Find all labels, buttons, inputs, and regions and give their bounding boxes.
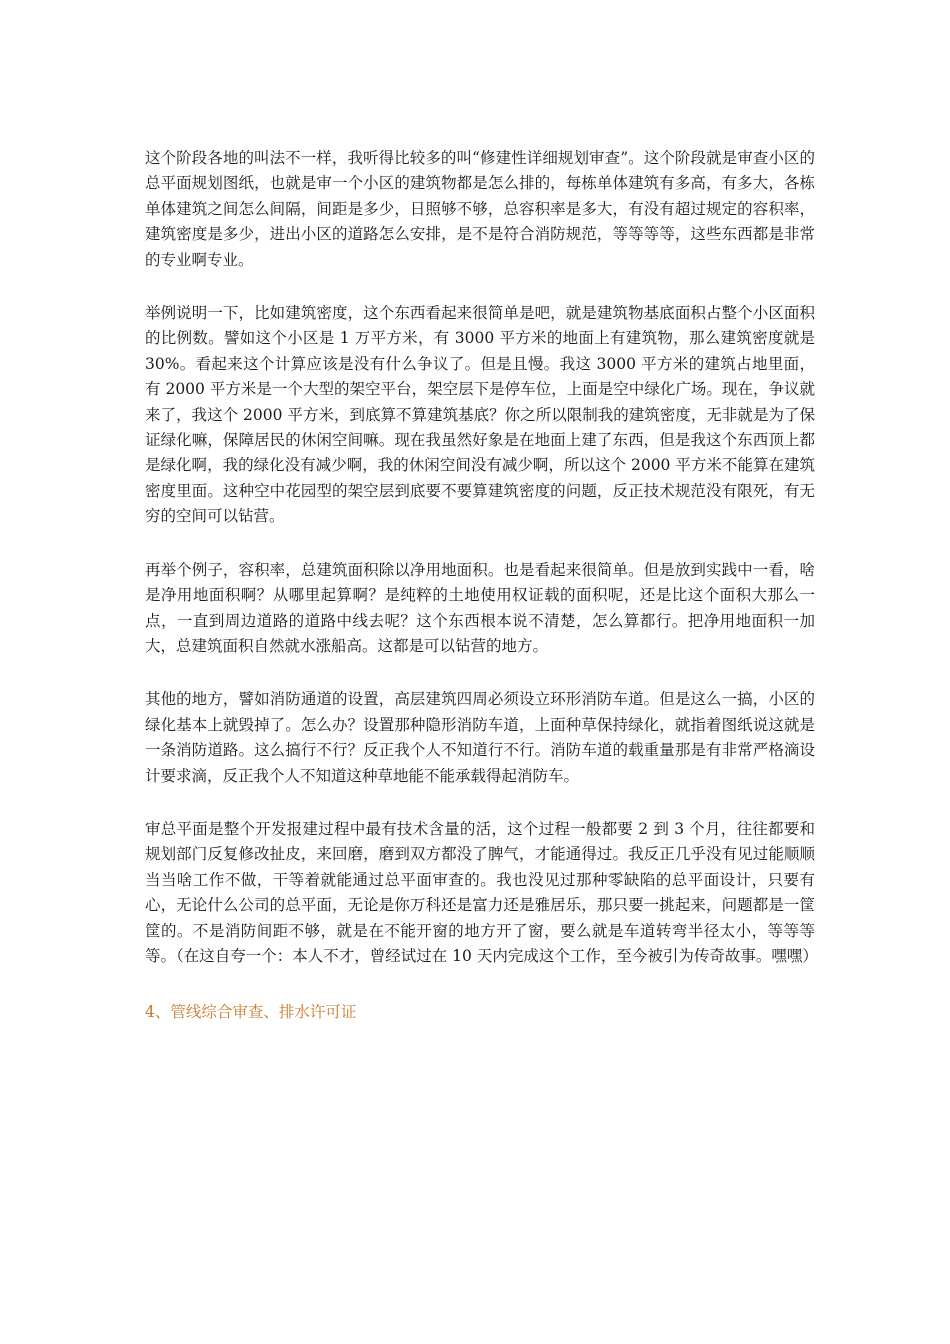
paragraph-site-plan-review: 审总平面是整个开发报建过程中最有技术含量的活，这个过程一般都要 2 到 3 个月，往往都要和规划部门反复修改扯皮，来回磨，磨到双方都没了脾气，才能通得过。我反正几乎没有见过能顺顺当当啥工作不做，干等着就能通过总平面审查的。我也没见过那种零缺陷的总平面设计，只要有心，无论什么公司的总平面，无论是你万科还是富力还是雅居乐，那只要一挑起来，问题都是一筐筐的。不是消防间距不够，就是在不能开窗的地方开了窗，要么就是车道转弯半径太小，等等等等。（在这自夸一个：本人不才，曾经试过在 10 天内完成这个工作，至今被引为传奇故事。嘿嘿） bbox=[145, 819, 818, 965]
section-heading: 4、管线综合审查、排水许可证 bbox=[145, 1003, 357, 1022]
paragraph-plot-ratio: 再举个例子，容积率，总建筑面积除以净用地面积。也是看起来很简单。但是放到实践中一看，啥是净用地面积啊？从哪里起算啊？是纯粹的土地使用权证载的面积呢，还是比这个面积大那么一点，一直到周边道路的道路中线去呢？这个东西根本说不清楚，怎么算都行。把净用地面积一加大，总建筑面积自然就水涨船高。这都是可以钻营的地方。 bbox=[145, 560, 815, 655]
paragraph-review-stage: 这个阶段各地的叫法不一样，我听得比较多的叫“修建性详细规划审查”。这个阶段就是审查小区的总平面规划图纸，也就是审一个小区的建筑物都是怎么排的，每栋单体建筑有多高，有多大，各栋单体建筑之间怎么间隔，间距是多少，日照够不够，总容积率是多大，有没有超过规定的容积率，建筑密度是多少，进出小区的道路怎么安排，是不是符合消防规范，等等等等，这些东西都是非常的专业啊专业。 bbox=[145, 149, 815, 269]
paragraph-building-density: 举例说明一下，比如建筑密度，这个东西看起来很简单是吧，就是建筑物基底面积占整个小区面积的比例数。譬如这个小区是 1 万平方米，有 3000 平方米的地面上有建筑物，那么建筑密度就是 30%。看起来这个计算应该是没有什么争议了。但是且慢。我这 3000 平方米的建筑占地里面，有 2000 平方米是一个大型的架空平台，架空层下是停车位，上面是空中绿化广场。现在，争议就来了，我这个 2000 平方米，到底算不算建筑基底？你之所以限制我的建筑密度，无非就是为了保证绿化嘛，保障居民的休闲空间嘛。现在我虽然好象是在地面上建了东西，但是我这个东西顶上都是绿化啊，我的绿化没有减少啊，我的休闲空间没有减少啊，所以这个 2000 平方米不能算在建筑密度里面。这种空中花园型的架空层到底要不要算建筑密度的问题，反正技术规范没有限死，有无穷的空间可以钻营。 bbox=[145, 304, 815, 526]
document-body bbox=[145, 146, 818, 1025]
paragraph-fire-access: 其他的地方，譬如消防通道的设置，高层建筑四周必须设立环形消防车道。但是这么一搞，小区的绿化基本上就毁掉了。怎么办？设置那种隐形消防车道，上面种草保持绿化，就指着图纸说这就是一条消防道路。这么搞行不行？反正我个人不知道行不行。消防车道的载重量那是有非常严格滴设计要求滴，反正我个人不知道这种草地能不能承载得起消防车。 bbox=[145, 690, 815, 785]
